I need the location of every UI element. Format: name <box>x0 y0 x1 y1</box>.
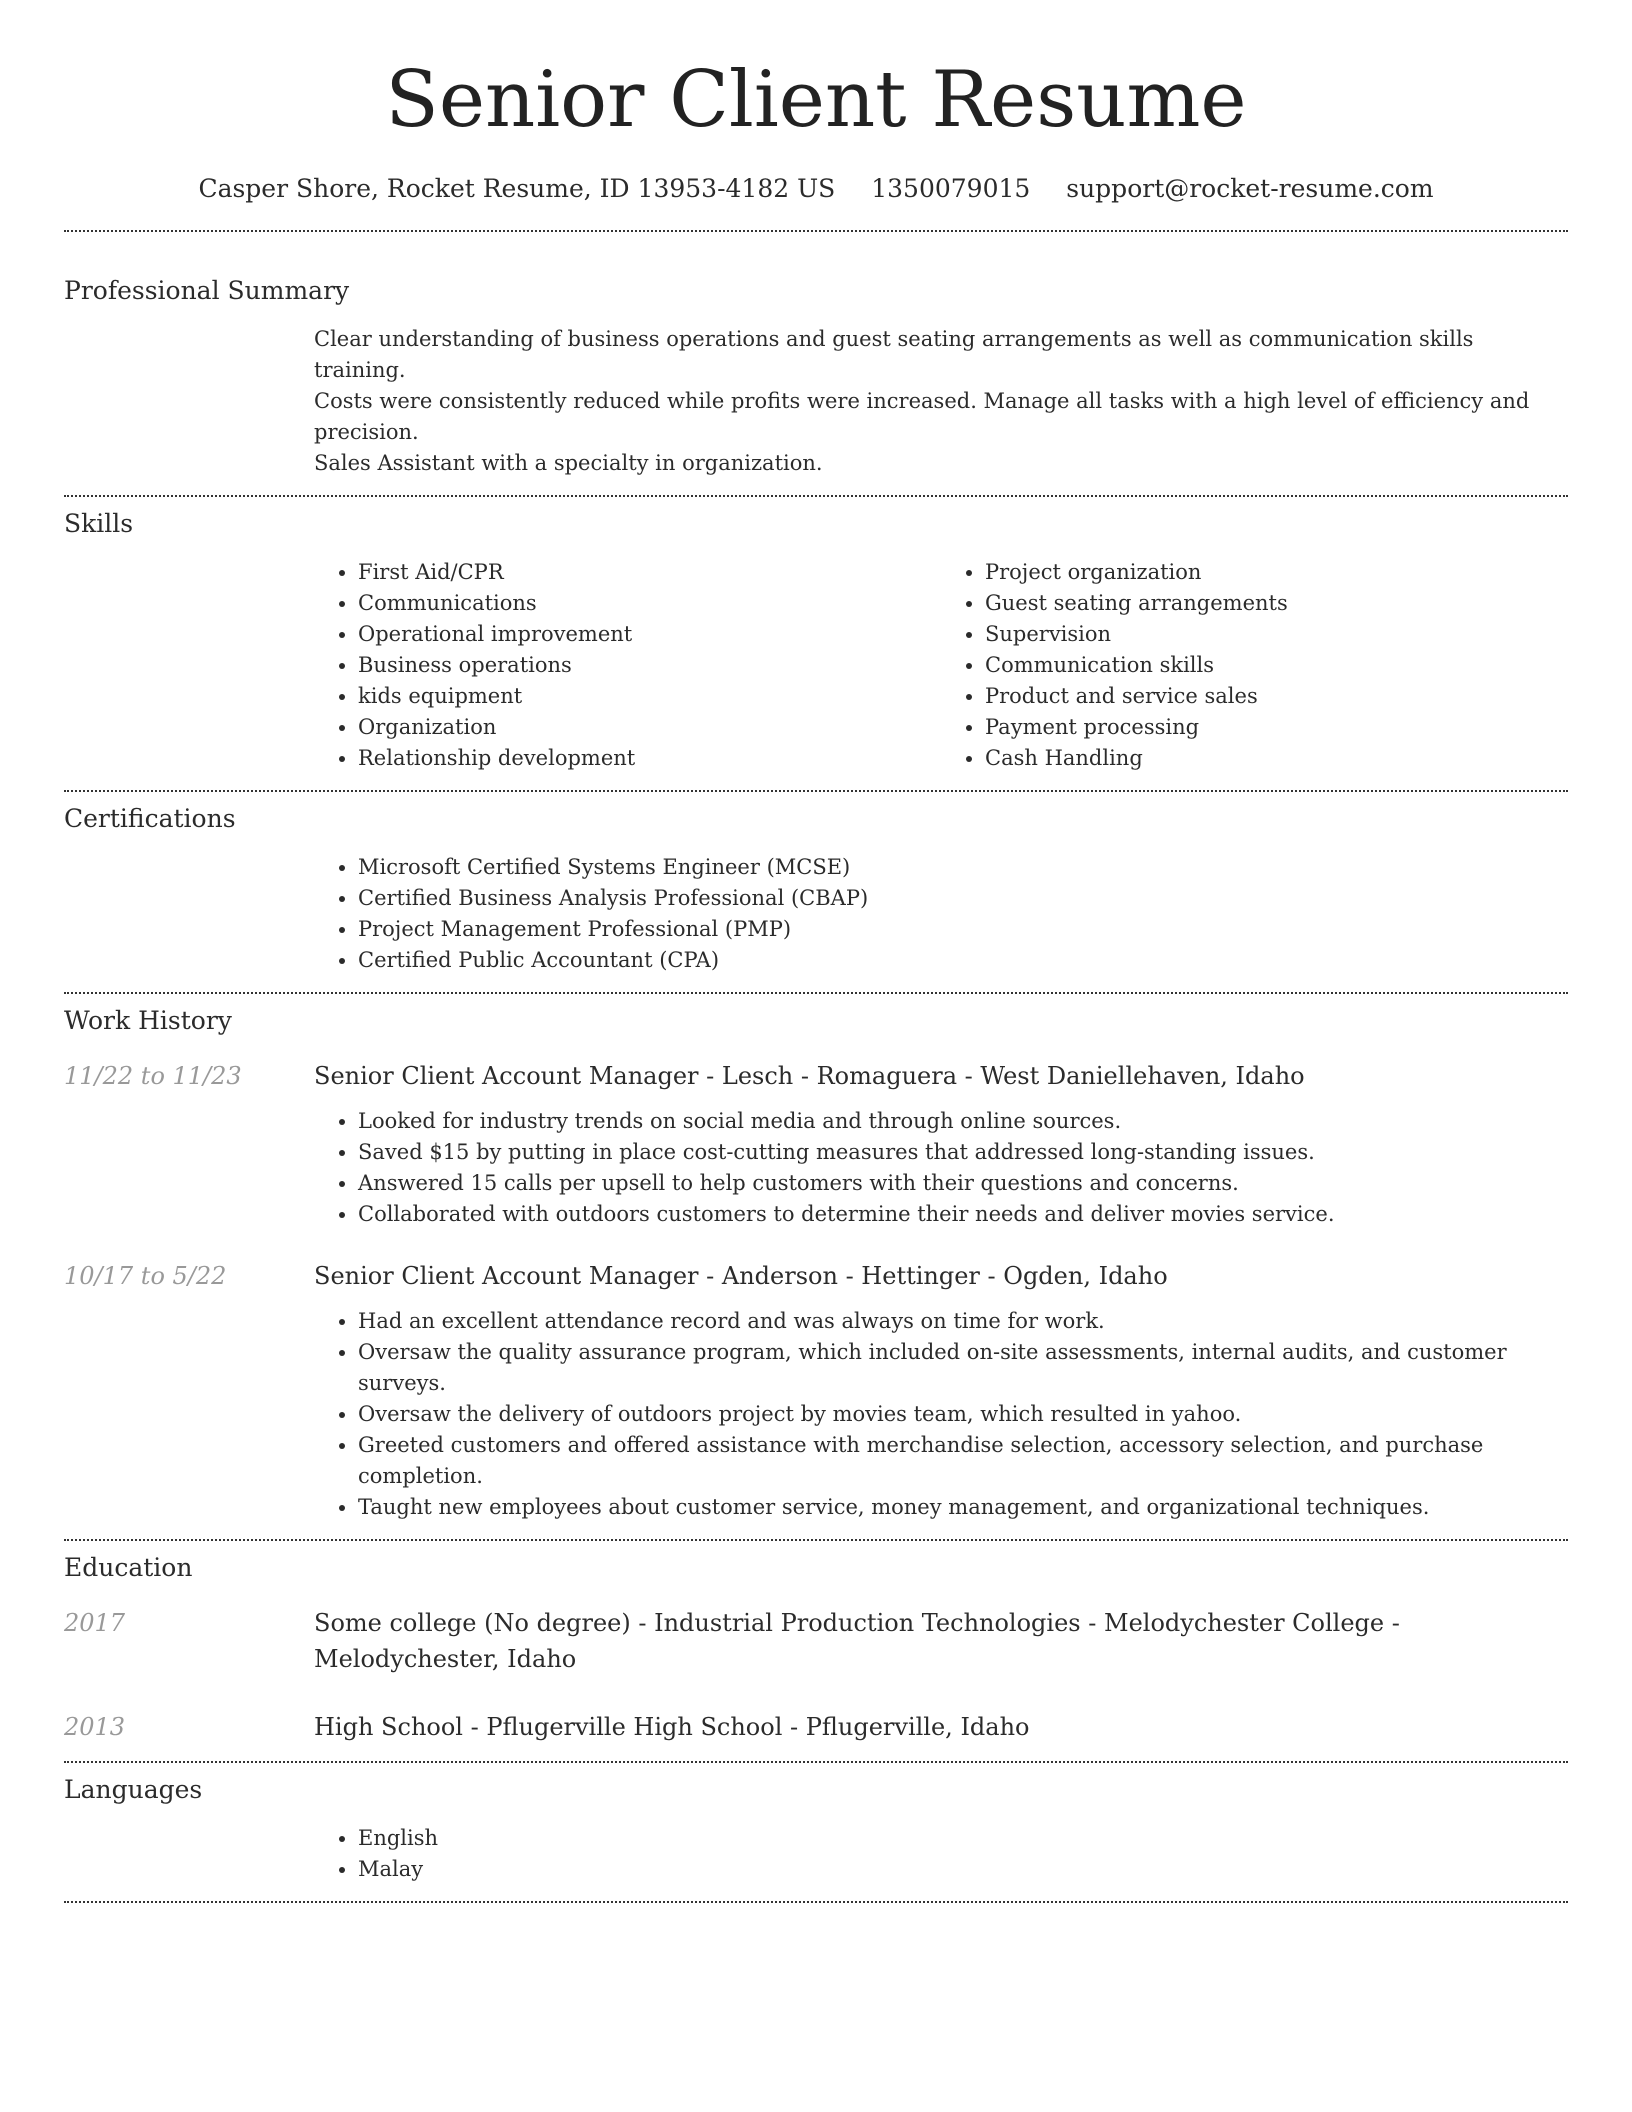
skill-item: • Project organization <box>985 557 1568 588</box>
skills-section <box>64 507 1568 774</box>
skill-item: • Organization <box>358 712 941 743</box>
job-company: Lesch - Romaguera - West Daniellehaven, Idaho <box>721 1062 1305 1090</box>
job-separator: - <box>698 1062 722 1090</box>
contact-line <box>64 172 1568 206</box>
job-bullet: • Answered 15 calls per upsell to help customers with their questions and concerns. <box>358 1168 1568 1199</box>
job-date: 11/22 to 11/23 <box>64 1062 242 1090</box>
job-entry <box>64 1258 1568 1523</box>
job-body <box>314 1058 1568 1230</box>
job-role: Senior Client Account Manager <box>314 1062 699 1090</box>
skills-list-right <box>941 557 1568 774</box>
divider <box>64 992 1568 994</box>
job-bullets <box>314 1306 1568 1523</box>
education-school: - Melodychester College - Melodychester, Idaho <box>314 1609 1400 1673</box>
resume-title: Senior Client Resume <box>385 55 1247 145</box>
certifications-body <box>314 852 1568 976</box>
education-entry <box>64 1605 1568 1677</box>
job-bullet: • Taught new employees about customer service, money management, and organizational techniques. <box>358 1492 1568 1523</box>
divider <box>64 1539 1568 1541</box>
job-bullet: • Oversaw the delivery of outdoors project by movies team, which resulted in yahoo. <box>358 1399 1568 1430</box>
skill-item: • Communications <box>358 588 941 619</box>
divider <box>64 230 1568 232</box>
certifications-section <box>64 802 1568 976</box>
education-heading <box>314 1709 1568 1745</box>
summary-line: Clear understanding of business operations and guest seating arrangements as well as communication skills training. <box>314 327 1474 382</box>
job-bullet: • Saved $15 by putting in place cost-cutting measures that addressed long-standing issues. <box>358 1137 1568 1168</box>
job-bullet: • Had an excellent attendance record and was always on time for work. <box>358 1306 1568 1337</box>
certification-item: • Project Management Professional (PMP) <box>358 914 1568 945</box>
job-bullets <box>314 1106 1568 1230</box>
language-item: • Malay <box>358 1854 1568 1885</box>
summary-text <box>314 324 1568 479</box>
job-bullet: • Collaborated with outdoors customers to determine their needs and deliver movies service. <box>358 1199 1568 1230</box>
contact-email: support@rocket-resume.com <box>1066 174 1434 203</box>
contact-address: Casper Shore, Rocket Resume, ID 13953-4182 US <box>198 174 836 203</box>
language-item: • English <box>358 1823 1568 1854</box>
education-school: - Pflugerville High School - Pflugerville, Idaho <box>462 1713 1030 1741</box>
education-date: 2017 <box>64 1609 126 1637</box>
languages-section <box>64 1773 1568 1885</box>
education-section <box>64 1551 1568 1745</box>
education-entry <box>64 1709 1568 1745</box>
summary-line: Sales Assistant with a specialty in organization. <box>314 451 823 475</box>
education-degree: Some college (No degree) <box>314 1609 631 1637</box>
skill-item: • Guest seating arrangements <box>985 588 1568 619</box>
certifications-title: Certifications <box>64 804 236 833</box>
job-heading <box>314 1258 1568 1294</box>
resume-page <box>64 0 1568 1903</box>
work-title: Work History <box>64 1006 232 1035</box>
skills-columns <box>314 557 1568 774</box>
skill-item: • Product and service sales <box>985 681 1568 712</box>
job-entry <box>64 1058 1568 1230</box>
job-date: 10/17 to 5/22 <box>64 1262 227 1290</box>
skill-item: • Operational improvement <box>358 619 941 650</box>
certification-item: • Microsoft Certified Systems Engineer (MCSE) <box>358 852 1568 883</box>
job-role: Senior Client Account Manager <box>314 1262 699 1290</box>
skill-item: • Communication skills <box>985 650 1568 681</box>
education-degree: High School <box>314 1713 463 1741</box>
skill-item: • kids equipment <box>358 681 941 712</box>
skill-item: • Supervision <box>985 619 1568 650</box>
skills-title: Skills <box>64 509 134 538</box>
job-bullet: • Looked for industry trends on social media and through online sources. <box>358 1106 1568 1137</box>
contact-phone: 1350079015 <box>871 174 1031 203</box>
languages-body <box>314 1823 1568 1885</box>
job-heading <box>314 1058 1568 1094</box>
education-date: 2013 <box>64 1713 126 1741</box>
job-separator: - <box>698 1262 722 1290</box>
skill-item: • Cash Handling <box>985 743 1568 774</box>
skills-list-left <box>314 557 941 774</box>
languages-title: Languages <box>64 1775 203 1804</box>
work-section <box>64 1004 1568 1523</box>
skill-item: • First Aid/CPR <box>358 557 941 588</box>
job-bullet: • Oversaw the quality assurance program, which included on-site assessments, internal audits, and customer surveys. <box>358 1337 1568 1399</box>
education-field: Industrial Production Technologies <box>654 1609 1081 1637</box>
skill-item: • Relationship development <box>358 743 941 774</box>
summary-line: Costs were consistently reduced while profits were increased. Manage all tasks with a high level of efficiency and precision. <box>314 389 1530 444</box>
skill-item: • Payment processing <box>985 712 1568 743</box>
summary-section <box>64 274 1568 479</box>
divider <box>64 495 1568 497</box>
skill-item: • Business operations <box>358 650 941 681</box>
divider <box>64 790 1568 792</box>
divider <box>64 1901 1568 1903</box>
certification-item: • Certified Public Accountant (CPA) <box>358 945 1568 976</box>
education-separator: - <box>630 1609 655 1637</box>
education-title: Education <box>64 1553 193 1582</box>
divider <box>64 1761 1568 1763</box>
summary-title: Professional Summary <box>64 276 350 305</box>
job-body <box>314 1258 1568 1523</box>
certifications-list <box>314 852 1568 976</box>
job-bullet: • Greeted customers and offered assistance with merchandise selection, accessory selection, and purchase completion. <box>358 1430 1568 1492</box>
education-heading <box>314 1605 1568 1677</box>
certification-item: • Certified Business Analysis Professional (CBAP) <box>358 883 1568 914</box>
job-company: Anderson - Hettinger - Ogden, Idaho <box>721 1262 1168 1290</box>
languages-list <box>314 1823 1568 1885</box>
